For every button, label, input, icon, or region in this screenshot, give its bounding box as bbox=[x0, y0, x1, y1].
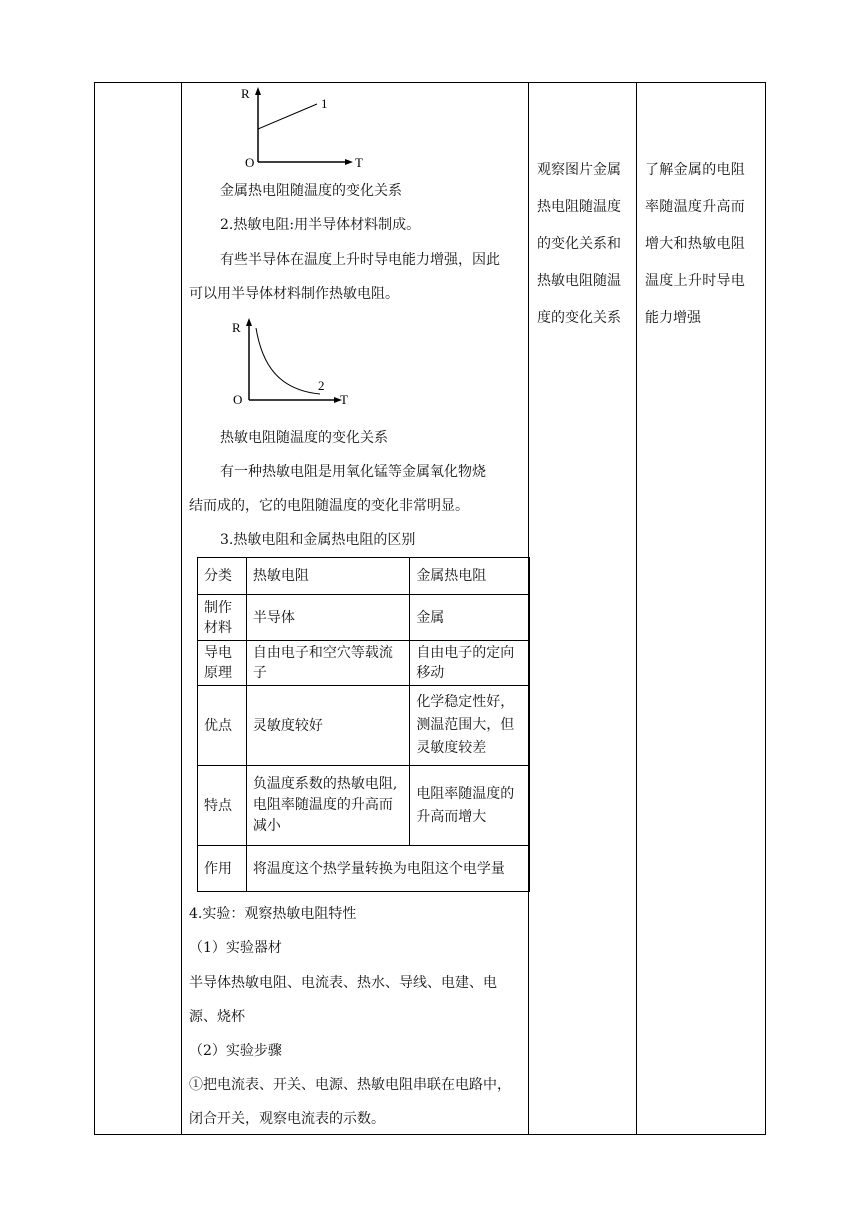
graph2-curve-label: 2 bbox=[318, 378, 325, 393]
table-row-principle bbox=[198, 641, 530, 686]
metal-cell: 电阻率随温度的升高而增大 bbox=[410, 766, 530, 846]
section4-sub1: （1）实验器材 bbox=[189, 940, 282, 956]
table-row-function bbox=[198, 846, 530, 892]
equipment-line1: 半导体热敏电阻、电流表、热水、导线、电建、电 bbox=[189, 975, 497, 991]
comparison-table bbox=[197, 557, 530, 892]
section4-sub2: （2）实验步骤 bbox=[189, 1043, 282, 1059]
header-thermistor: 热敏电阻 bbox=[246, 558, 409, 595]
graph1-curve-label: 1 bbox=[321, 96, 328, 111]
design-intent-text bbox=[645, 152, 757, 337]
equipment-line2: 源、烧杯 bbox=[189, 1009, 245, 1025]
thermistor-graph bbox=[230, 314, 360, 410]
graph2-axis-x-label: T bbox=[340, 392, 348, 407]
header-category: 分类 bbox=[198, 558, 247, 595]
activity-line: 的变化关系和 bbox=[537, 236, 621, 252]
section2-para-line2: 可以用半导体材料制作热敏电阻。 bbox=[189, 286, 399, 302]
table-border-col3 bbox=[636, 82, 637, 1135]
section2-para-line1: 有些半导体在温度上升时导电能力增强，因此 bbox=[220, 252, 500, 268]
intent-line: 了解金属的电阻 bbox=[645, 162, 746, 178]
graph1-caption: 金属热电阻随温度的变化关系 bbox=[220, 183, 402, 199]
table-header-row bbox=[198, 558, 530, 595]
metal-cell: 化学稳定性好，测温范围大，但灵敏度较差 bbox=[410, 686, 530, 766]
metal-cell: 金属 bbox=[410, 595, 530, 641]
activity-line: 观察图片金属 bbox=[537, 162, 621, 178]
row-label: 特点 bbox=[198, 766, 247, 846]
graph2-caption: 热敏电阻随温度的变化关系 bbox=[220, 430, 388, 446]
metal-cell: 自由电子的定向移动 bbox=[410, 641, 530, 686]
table-border-right bbox=[765, 82, 766, 1135]
metal-resistance-graph bbox=[236, 85, 366, 171]
oxide-para-line1: 有一种热敏电阻是用氧化锰等金属氧化物烧 bbox=[220, 464, 486, 480]
graph2-origin-label: O bbox=[233, 392, 243, 407]
intent-line: 率随温度升高而 bbox=[645, 199, 746, 215]
graph2-axis-y-label: R bbox=[232, 320, 241, 335]
table-row-advantage bbox=[198, 686, 530, 766]
intent-line: 增大和热敏电阻 bbox=[645, 236, 746, 252]
student-activity-text bbox=[537, 152, 629, 337]
graph1-axis-x-label: T bbox=[355, 155, 363, 170]
graph1-axis-y-label: R bbox=[241, 86, 250, 101]
table-bottom-border bbox=[94, 1134, 765, 1135]
step1-line1: ①把电流表、开关、电源、热敏电阻串联在电路中， bbox=[189, 1077, 511, 1093]
section4-title: 4.实验：观察热敏电阻特性 bbox=[189, 906, 357, 922]
intent-line: 能力增强 bbox=[645, 310, 701, 326]
activity-line: 热敏电阻随温 bbox=[537, 273, 621, 289]
step1-line2: 闭合开关，观察电流表的示数。 bbox=[189, 1111, 385, 1127]
table-row-feature bbox=[198, 766, 530, 846]
row-label: 优点 bbox=[198, 686, 247, 766]
header-metal: 金属热电阻 bbox=[410, 558, 530, 595]
thermistor-cell: 自由电子和空穴等载流子 bbox=[246, 641, 409, 686]
section3-title: 3.热敏电阻和金属热电阻的区别 bbox=[220, 532, 416, 548]
table-top-border bbox=[94, 82, 765, 83]
row-label: 制作材料 bbox=[198, 595, 247, 641]
table-row-material bbox=[198, 595, 530, 641]
thermistor-cell: 负温度系数的热敏电阻,电阻率随温度的升高而减小 bbox=[246, 766, 409, 846]
intent-line: 温度上升时导电 bbox=[645, 273, 746, 289]
thermistor-cell: 半导体 bbox=[246, 595, 409, 641]
oxide-para-line2: 结而成的，它的电阻随温度的变化非常明显。 bbox=[189, 498, 469, 514]
section2-title: 2.热敏电阻:用半导体材料制成。 bbox=[220, 217, 421, 233]
table-border-col1 bbox=[181, 82, 182, 1135]
graph1-origin-label: O bbox=[245, 155, 255, 170]
activity-line: 热电阻随温度 bbox=[537, 199, 621, 215]
table-border-left bbox=[94, 82, 95, 1135]
merged-cell: 将温度这个热学量转换为电阻这个电学量 bbox=[246, 846, 529, 892]
row-label: 导电原理 bbox=[198, 641, 247, 686]
activity-line: 度的变化关系 bbox=[537, 310, 621, 326]
row-label: 作用 bbox=[198, 846, 247, 892]
thermistor-cell: 灵敏度较好 bbox=[246, 686, 409, 766]
